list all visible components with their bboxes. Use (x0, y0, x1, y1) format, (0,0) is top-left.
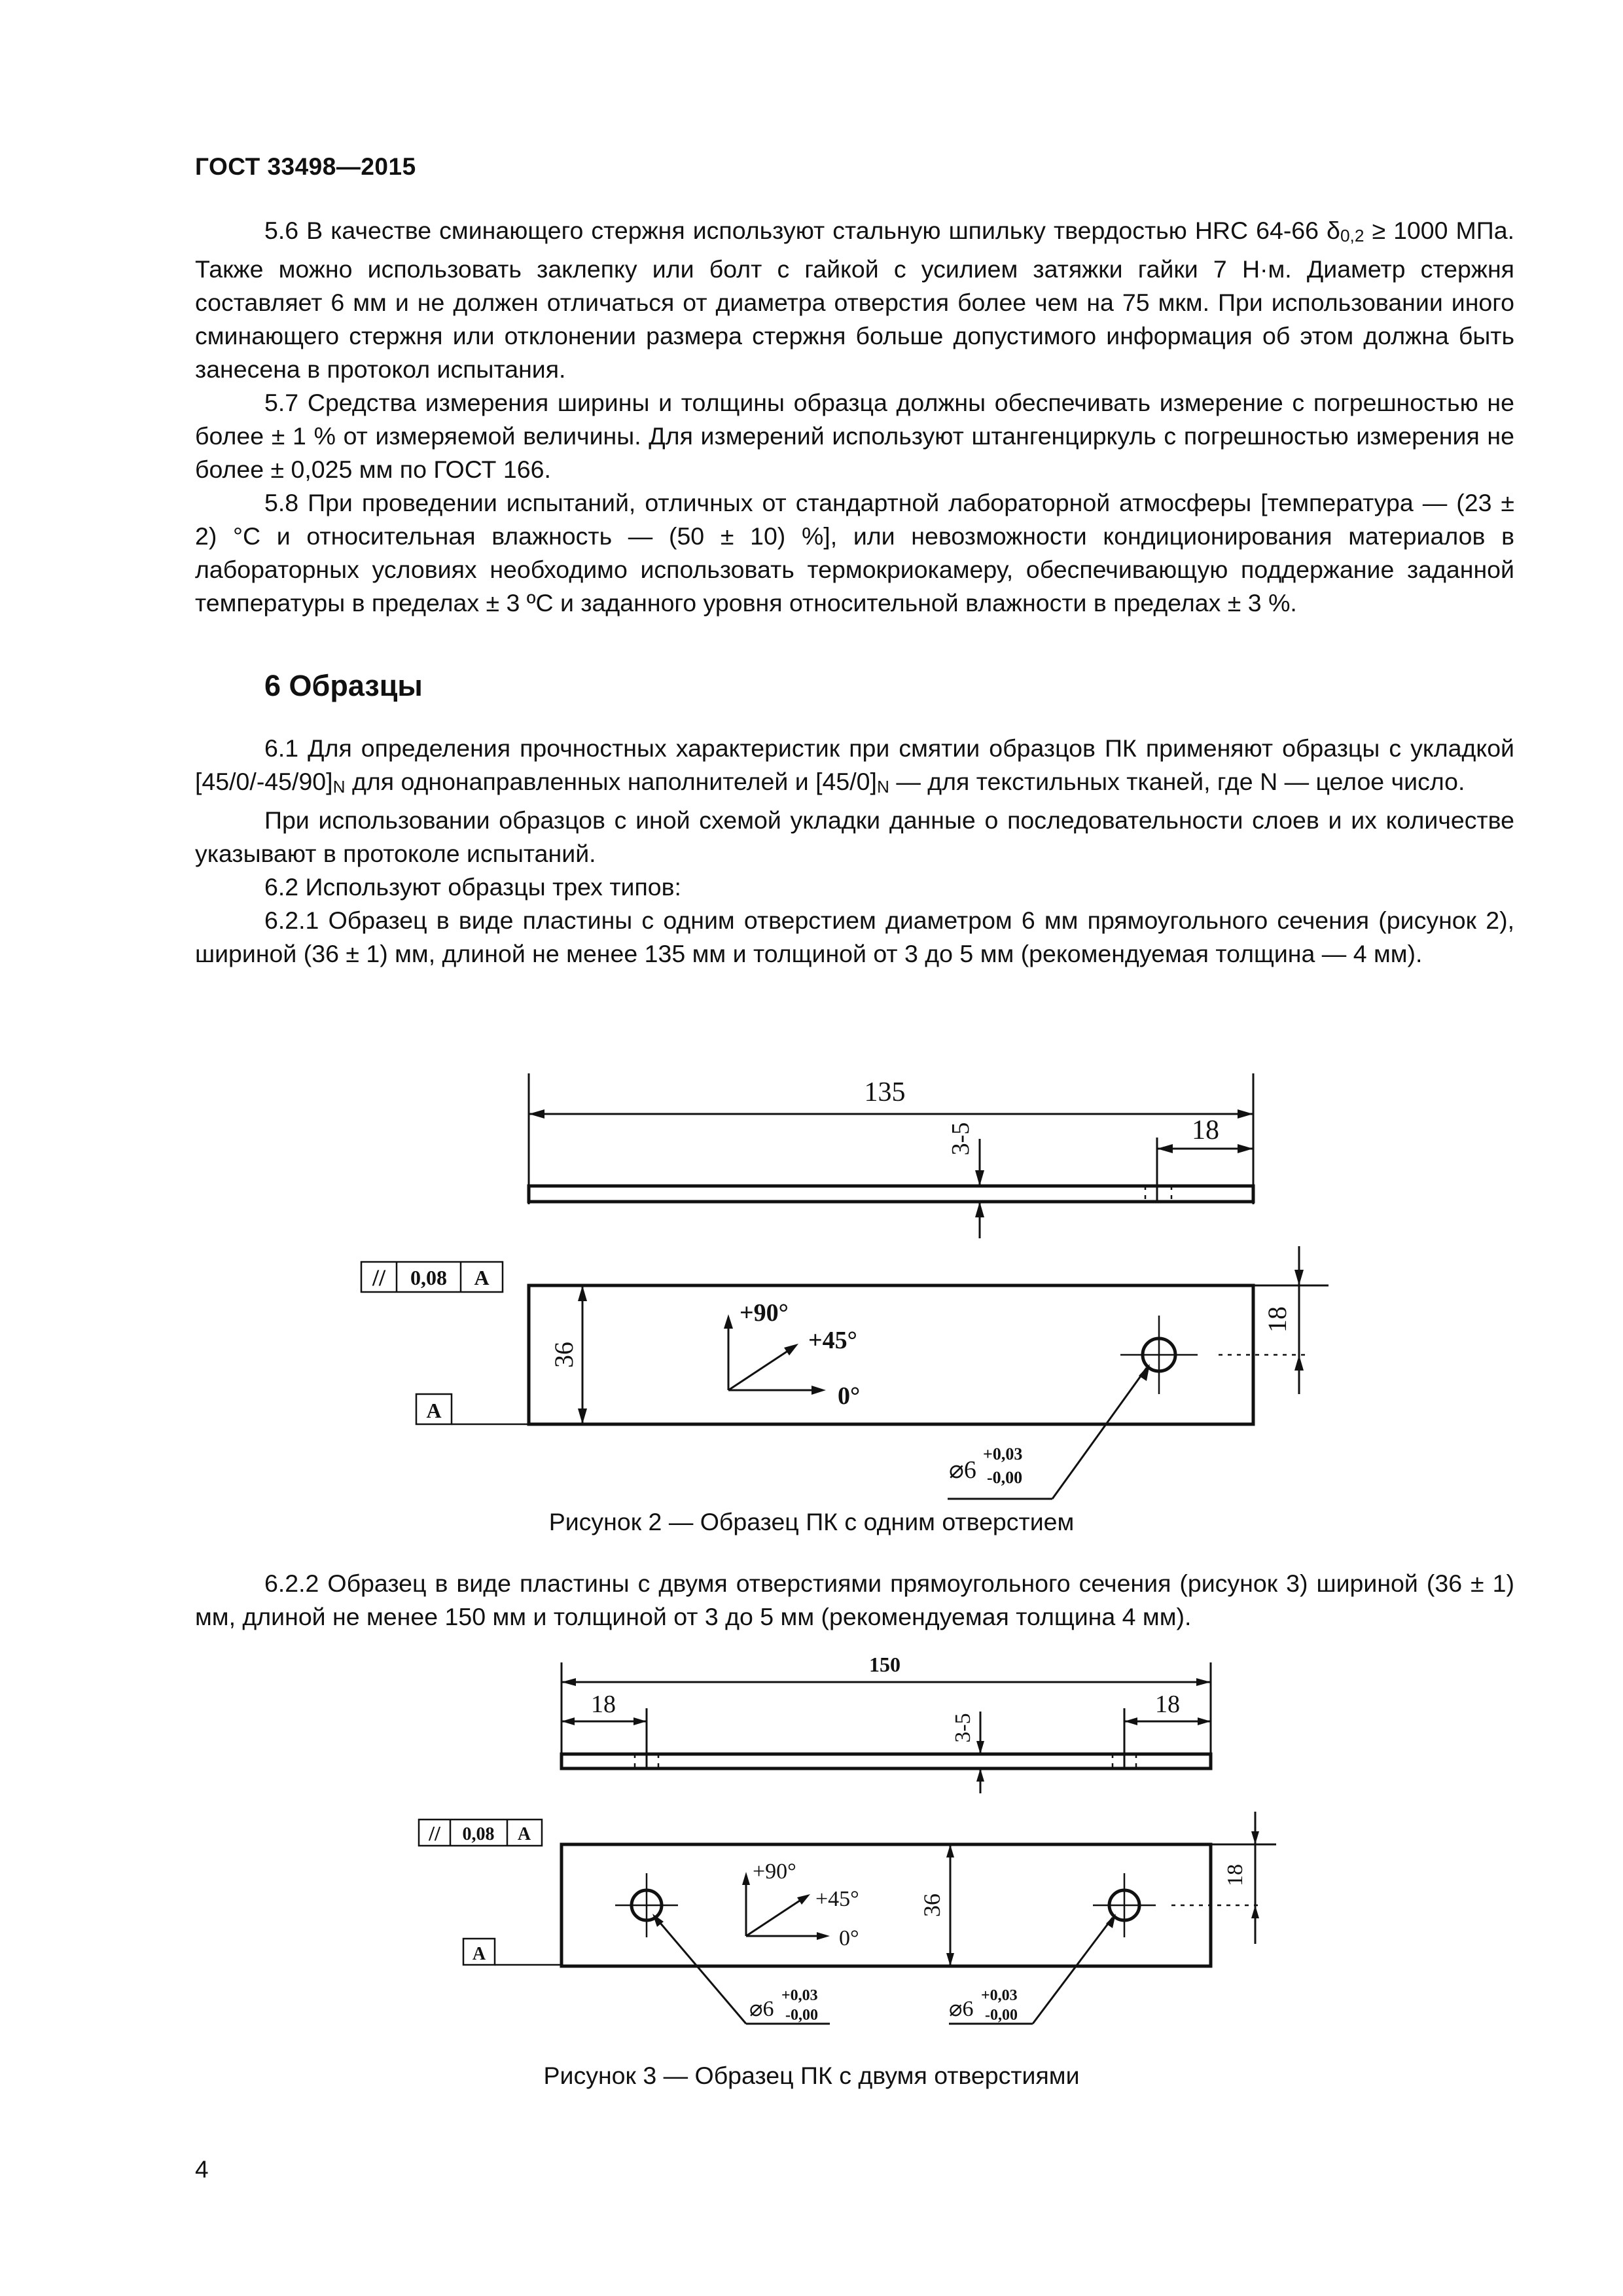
fig3-tol-plus-left: +0,03 (781, 1987, 818, 2004)
paragraph-5-6: 5.6 В качестве сминающего стержня используют стальную шпильку твердостью HRC 64-66 $\delta_{0,2} \ge 1000$ МПа. Также можно использовать заклепку или болт с гайкой с усилием затяжки гайки 7 Н·м. Диаметр стержня составляет 6 мм и не должен отличаться от диаметра отверстия более чем на 75 мкм. При использовании иного сминающего стержня или отклонении размера стержня больше допустимого информация об этом должна быть занесена в протокол испытания. (195, 217, 1514, 383)
section-6-text (195, 732, 1514, 971)
figure-2-drawing (0, 1041, 1623, 1525)
fig3-plan-view (419, 1812, 1276, 2024)
fig3-datum-label: A (472, 1944, 486, 1964)
fig3-parallelism-symbol: // (429, 1821, 440, 1845)
section-6-text-b (195, 1567, 1514, 1634)
fig3-diameter-left-label: ⌀6 (749, 1997, 774, 2021)
standard-header: ГОСТ 33498—2015 (195, 153, 416, 180)
fig2-width-label: 36 (549, 1342, 579, 1368)
fig2-side-view (529, 1073, 1253, 1238)
fig3-angle-45: +45° (815, 1887, 859, 1911)
fig2-datum-label: A (426, 1399, 442, 1422)
fig2-angle-0: 0° (838, 1382, 861, 1410)
fig2-thickness-label: 3-5 (947, 1122, 974, 1156)
fig3-hole-edge-label: 18 (1223, 1864, 1247, 1886)
paragraph-6-1-b: При использовании образцов с иной схемой укладки данные о последовательности слоев и их количестве указывают в протоколе испытаний. (195, 806, 1514, 867)
paragraph-5-7: 5.7 Средства измерения ширины и толщины образца должны обеспечивать измерение с погрешностью не более ± 1 % от измеряемой величины. Для измерений используют штангенциркуль с погрешностью измерения не более ± 0,025 мм по ГОСТ 166. (195, 388, 1514, 483)
fig3-left-offset-label: 18 (591, 1691, 616, 1718)
fig2-hole-edge-label: 18 (1262, 1306, 1292, 1333)
fig2-tolerance-datum: A (474, 1266, 490, 1289)
fig3-angle-0: 0° (839, 1926, 859, 1950)
fig3-length-label: 150 (869, 1653, 901, 1676)
fig3-tolerance-value: 0,08 (462, 1824, 495, 1844)
fig2-hole-offset-label: 18 (1192, 1115, 1219, 1145)
fig3-tol-plus-right: +0,03 (981, 1987, 1018, 2004)
paragraph-6-2-1: 6.2.1 Образец в виде пластины с одним отверстием диаметром 6 мм прямоугольного сечения (рисунок 2), шириной (36 ± 1) мм, длиной не менее 135 мм и толщиной от 3 до 5 мм (рекомендуемая толщина — 4 мм). (195, 906, 1514, 967)
fig3-side-view (562, 1653, 1211, 1793)
section-5-text (195, 214, 1514, 620)
section-6-title: 6 Образцы (264, 669, 423, 702)
fig2-diameter-label: ⌀6 (949, 1456, 976, 1484)
page-number: 4 (195, 2156, 209, 2183)
fig3-tol-minus-left: -0,00 (785, 2007, 818, 2024)
fig3-tol-minus-right: -0,00 (985, 2007, 1018, 2024)
fig2-parallelism-symbol: // (372, 1265, 386, 1291)
fig2-tol-plus: +0,03 (983, 1444, 1023, 1463)
fig2-length-label: 135 (864, 1077, 906, 1107)
fig3-diameter-right-label: ⌀6 (949, 1997, 974, 2021)
fig2-angle-45: +45° (808, 1327, 857, 1354)
fig2-tolerance-value: 0,08 (410, 1266, 447, 1289)
fig2-plan-view (361, 1246, 1329, 1499)
figure-3-caption: Рисунок 3 — Образец ПК с двумя отверстиями (543, 2062, 1080, 2089)
fig3-tolerance-datum: A (517, 1824, 531, 1844)
paragraph-6-2: 6.2 Используют образцы трех типов: (264, 872, 681, 901)
fig2-tol-minus: -0,00 (987, 1468, 1023, 1487)
fig3-width-label: 36 (919, 1893, 945, 1917)
figure-2-caption: Рисунок 2 — Образец ПК с одним отверстием (548, 1508, 1075, 1535)
fig3-thickness-label: 3-5 (951, 1713, 975, 1743)
fig2-angle-90: +90° (740, 1299, 789, 1327)
fig3-angle-90: +90° (753, 1859, 796, 1884)
paragraph-6-2-2: 6.2.2 Образец в виде пластины с двумя отверстиями прямоугольного сечения (рисунок 3) шириной (36 ± 1) мм, длиной не менее 150 мм и толщиной от 3 до 5 мм (рекомендуемая толщина 4 мм). (195, 1570, 1514, 1630)
paragraph-6-1: 6.1 Для определения прочностных характеристик при смятии образцов ПК применяют образцы с укладкой $[45/0/-45/90]_N$ для однонаправленных наполнителей и $[45/0]_N$ — для текстильных тканей, где N — целое число. (195, 734, 1514, 797)
paragraph-5-8: 5.8 При проведении испытаний, отличных от стандартной лабораторной атмосферы [температура — (23 ± 2) °С и относительная влажность — (50 ± 10) %], или невозможности кондиционирования материалов в лабораторных условиях необходимо использовать термокриокамеру, обеспечивающую поддержание заданной температуры в пределах ± 3 ºС и заданного уровня относительной влажности в пределах ± 3 %. (195, 488, 1514, 617)
figure-3-drawing (0, 1636, 1623, 2055)
fig3-right-offset-label: 18 (1155, 1691, 1180, 1718)
